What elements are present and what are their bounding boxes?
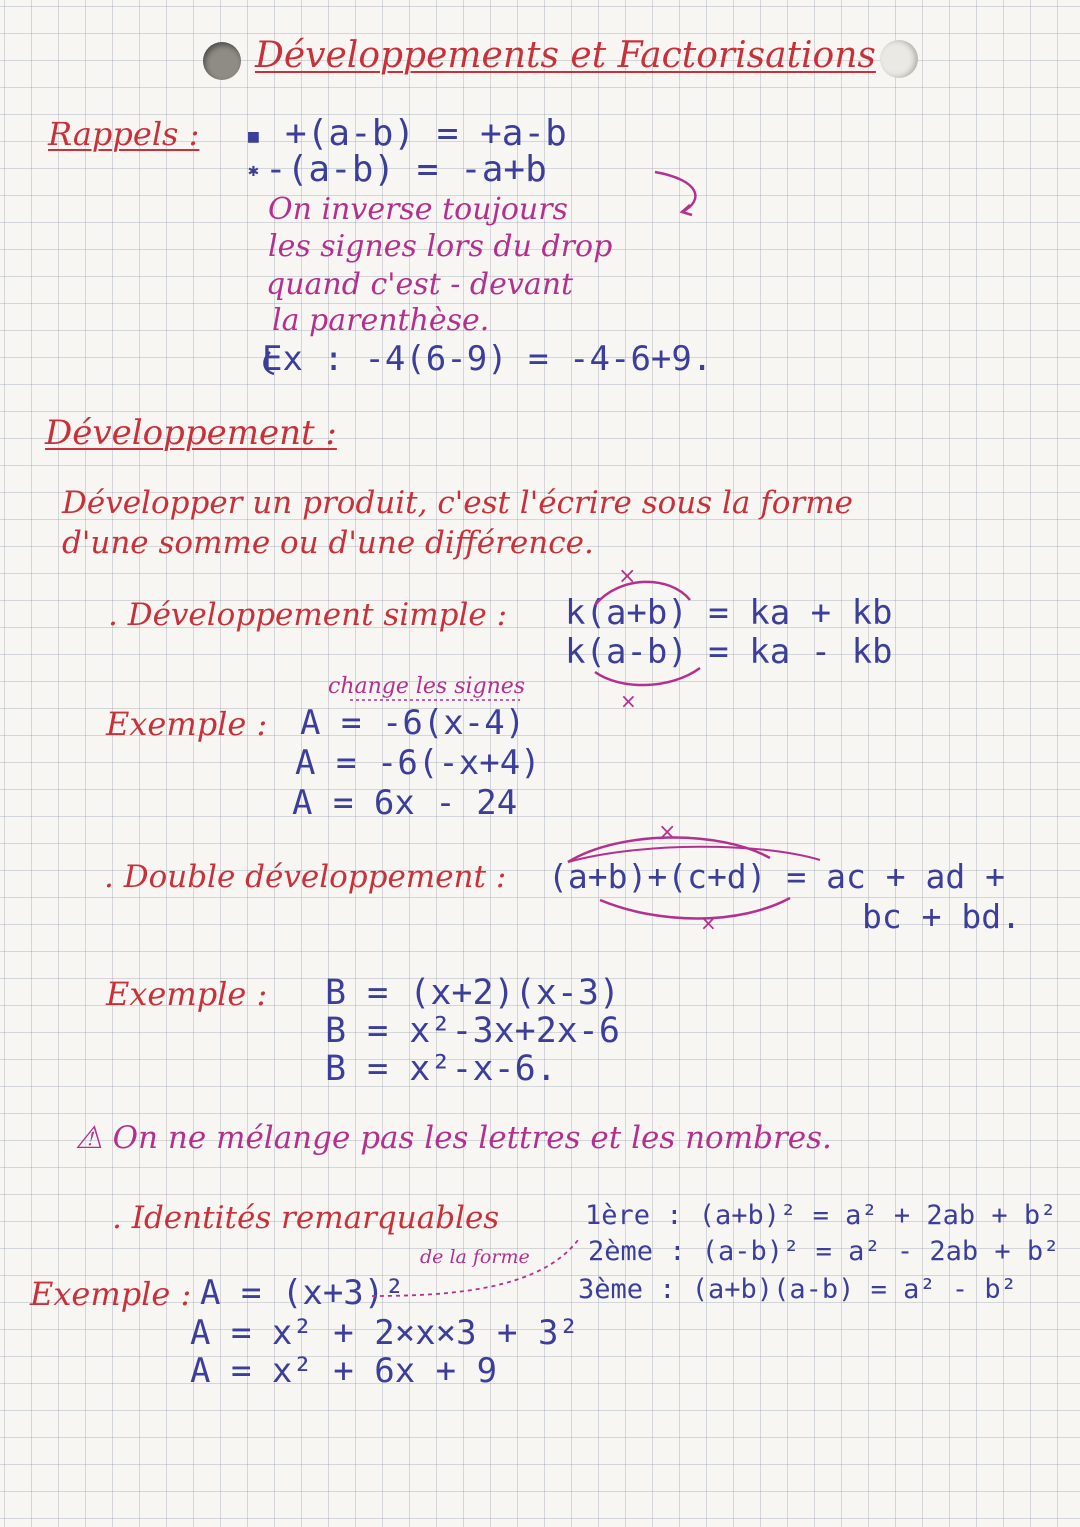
identites-example-line-1: A = (x+3)²	[200, 1273, 405, 1313]
punch-hole-right	[880, 40, 918, 78]
simple-label: . Développement simple :	[108, 597, 508, 633]
double-label: . Double développement :	[104, 859, 507, 895]
identite-2: 2ème : (a-b)² = a² - 2ab + b²	[588, 1236, 1060, 1267]
double-bottom-arc	[600, 898, 790, 919]
double-bottom-mult-mark: ×	[700, 911, 717, 935]
identite-3: 3ème : (a+b)(a-b) = a² - b²	[578, 1274, 1017, 1305]
simple-note: change les signes	[328, 674, 526, 699]
double-example-line-3: B = x²-x-6.	[325, 1049, 557, 1089]
rappels-rule-1: +(a-b) = +a-b	[285, 113, 567, 154]
rappels-rule-2: -(a-b) = -a+b	[265, 149, 547, 190]
rappels-arrow-head	[682, 205, 692, 215]
simple-formula-2: k(a-b) = ka - kb	[565, 632, 893, 672]
simple-example-line-1: A = -6(x-4)	[300, 703, 526, 743]
page-title: Développements et Factorisations	[255, 35, 876, 76]
double-formula: (a+b)+(c+d) = ac + ad +	[548, 857, 1005, 896]
rappels-example: Ex : -4(6-9) = -4-6+9.	[262, 339, 713, 379]
definition-line-1: Développer un produit, c'est l'écrire sous la forme	[62, 485, 853, 521]
definition-line-2: d'une somme ou d'une différence.	[62, 525, 594, 561]
punch-hole-left	[203, 42, 241, 80]
identites-example-line-2: A = x² + 2×x×3 + 3²	[190, 1313, 579, 1353]
rappels-note-line-4: la parenthèse.	[272, 303, 490, 338]
section-heading-developpement: Développement :	[45, 413, 337, 453]
rappels-bullet-2: ✱	[248, 160, 259, 181]
double-example-label: Exemple :	[106, 975, 268, 1013]
warning-text: ⚠ On ne mélange pas les lettres et les nombres.	[75, 1120, 832, 1156]
simple-mult-mark: ×	[618, 564, 637, 589]
simple-example-line-2: A = -6(-x+4)	[295, 743, 541, 783]
rappels-note-line-3: quand c'est - devant	[266, 267, 574, 302]
rappels-label: Rappels :	[48, 115, 200, 153]
double-example-line-1: B = (x+2)(x-3)	[325, 973, 621, 1013]
identites-note: de la forme	[420, 1246, 530, 1268]
identites-example-line-3: A = x² + 6x + 9	[190, 1351, 498, 1391]
double-example-line-2: B = x²-3x+2x-6	[325, 1011, 621, 1051]
identite-1: 1ère : (a+b)² = a² + 2ab + b²	[585, 1200, 1057, 1231]
simple-example-label: Exemple :	[106, 705, 268, 743]
identites-label: . Identités remarquables	[112, 1200, 500, 1236]
identites-example-label: Exemple :	[30, 1275, 192, 1313]
rappels-note-line-2: les signes lors du drop	[268, 229, 613, 264]
rappels-curved-arrow	[655, 172, 695, 212]
double-mult-mark: ×	[658, 820, 677, 845]
simple-example-line-3: A = 6x - 24	[292, 783, 518, 823]
double-formula-continued: bc + bd.	[862, 897, 1021, 936]
rappels-note-line-1: On inverse toujours	[268, 192, 568, 227]
rappels-bullet-1: ■	[248, 126, 259, 147]
simple-formula-1: k(a+b) = ka + kb	[565, 593, 893, 633]
simple-bottom-mult-mark: ×	[620, 689, 637, 713]
